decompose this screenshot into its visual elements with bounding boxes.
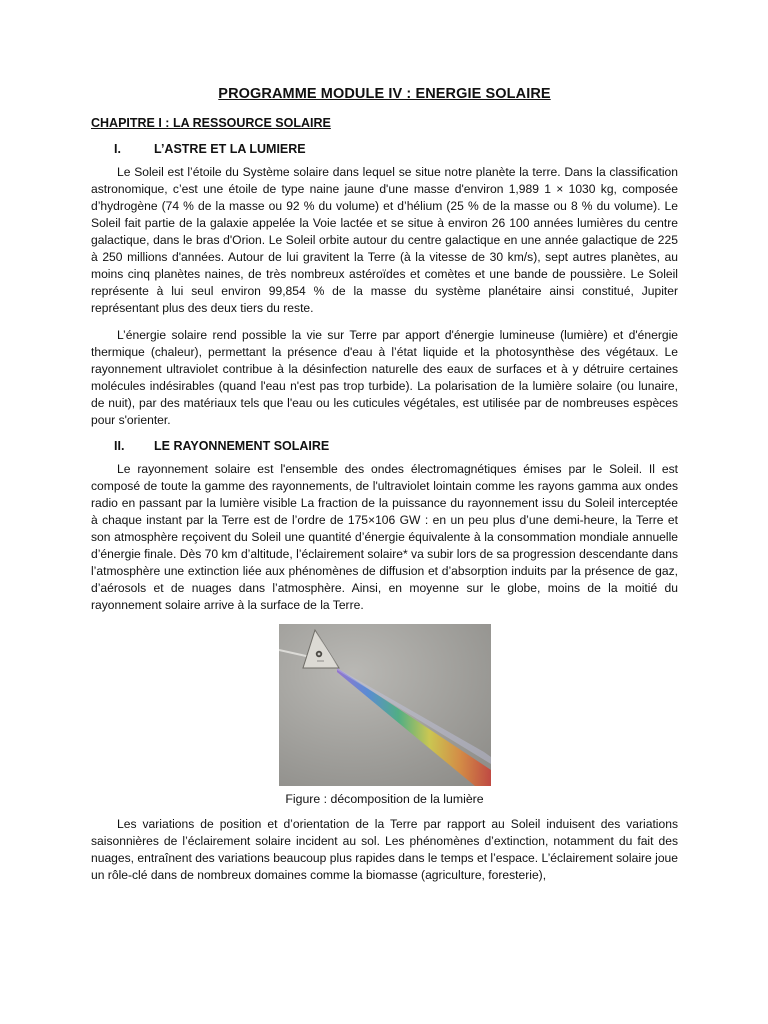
paragraph: Le Soleil est l’étoile du Système solaire dans lequel se situe notre planète la terre. Dans la classification astronomique, c’est une étoile de type naine jaune d'une masse d'environ 1,989 1 × 1030 kg, composée d’hydrogène (74 % de la masse ou 92 % du volume) et d’hélium (25 % de la masse ou 8 % du volume). Le Soleil fait partie de la galaxie appelée la Voie lactée et se situe à environ 26 100 années lumières du centre galactique, dans le bras d'Orion. Le Soleil orbite autour du centre galactique en une année galactique de 225 à 250 millions d'années. Autour de lui gravitent la Terre (à la vitesse de 30 km/s), sept autres planètes, au moins cinq planètes naines, de très nombreux astéroïdes et comètes et une bande de poussière. Le Soleil représente à lui seul environ 99,854 % de la masse du système planétaire ainsi constitué, Jupiter représentant plus des deux tiers du reste. — [91, 165, 678, 315]
section-heading-1 — [91, 142, 678, 156]
section-heading-2 — [91, 439, 678, 453]
paragraph: Les variations de position et d’orientation de la Terre par rapport au Soleil induisent des variations saisonnières de l’éclairement solaire incident au sol. Les phénomènes d’extinction, notamment du fait des nuages, entraînent des variations beaucoup plus rapides dans le temps et l’espace. L’éclairement solaire joue un rôle-clé dans de nombreux domaines comme la biomasse (agriculture, foresterie), — [91, 817, 678, 882]
prism-dispersion-photo — [279, 624, 491, 786]
section-number: II. — [114, 439, 125, 453]
document-content — [91, 86, 678, 894]
figure-caption: Figure : décomposition de la lumière — [285, 792, 484, 806]
section-title-text: L’ASTRE ET LA LUMIERE — [154, 142, 306, 156]
chapter-heading: CHAPITRE I : LA RESSOURCE SOLAIRE — [91, 116, 331, 130]
section-number: I. — [114, 142, 121, 156]
document-title: PROGRAMME MODULE IV : ENERGIE SOLAIRE — [218, 86, 551, 102]
paragraph: Le rayonnement solaire est l'ensemble des ondes électromagnétiques émises par le Soleil. Il est composé de toute la gamme des rayonnements, de l'ultraviolet lointain comme les rayons gamma aux ondes radio en passant par la lumière visible La fraction de la puissance du rayonnement issu du Soleil interceptée à chaque instant par la Terre est de l’ordre de 175×106 GW : en un peu plus d’une demi-heure, la Terre et son atmosphère reçoivent du Soleil une quantité d’énergie équivalente à la consommation mondiale annuelle d’énergie finale. Dès 70 km d’altitude, l’éclairement solaire* va subir lors de sa progression descendante dans l’atmosphère une extinction liée aux phénomènes de diffusion et d’absorption induits par la présence de gaz, d’aérosols et de nuages dans l’atmosphère. Ainsi, en moyenne sur le globe, moins de la moitié du rayonnement solaire arrive à la surface de la Terre. — [91, 462, 678, 612]
section-title-text: LE RAYONNEMENT SOLAIRE — [154, 439, 330, 453]
paragraph: L’énergie solaire rend possible la vie sur Terre par apport d'énergie lumineuse (lumière) et d'énergie thermique (chaleur), permettant la présence d'eau à l’état liquide et la photosynthèse des végétaux. Le rayonnement ultraviolet contribue à la désinfection naturelle des eaux de surfaces et à y détruire certaines molécules indésirables (quand l'eau n'est pas trop turbide). La polarisation de la lumière solaire (ou lunaire, de nuit), par des matériaux tels que l'eau ou les cuticules végétales, est utilisée par de nombreuses espèces pour s'orienter. — [91, 328, 678, 427]
figure — [91, 624, 678, 806]
